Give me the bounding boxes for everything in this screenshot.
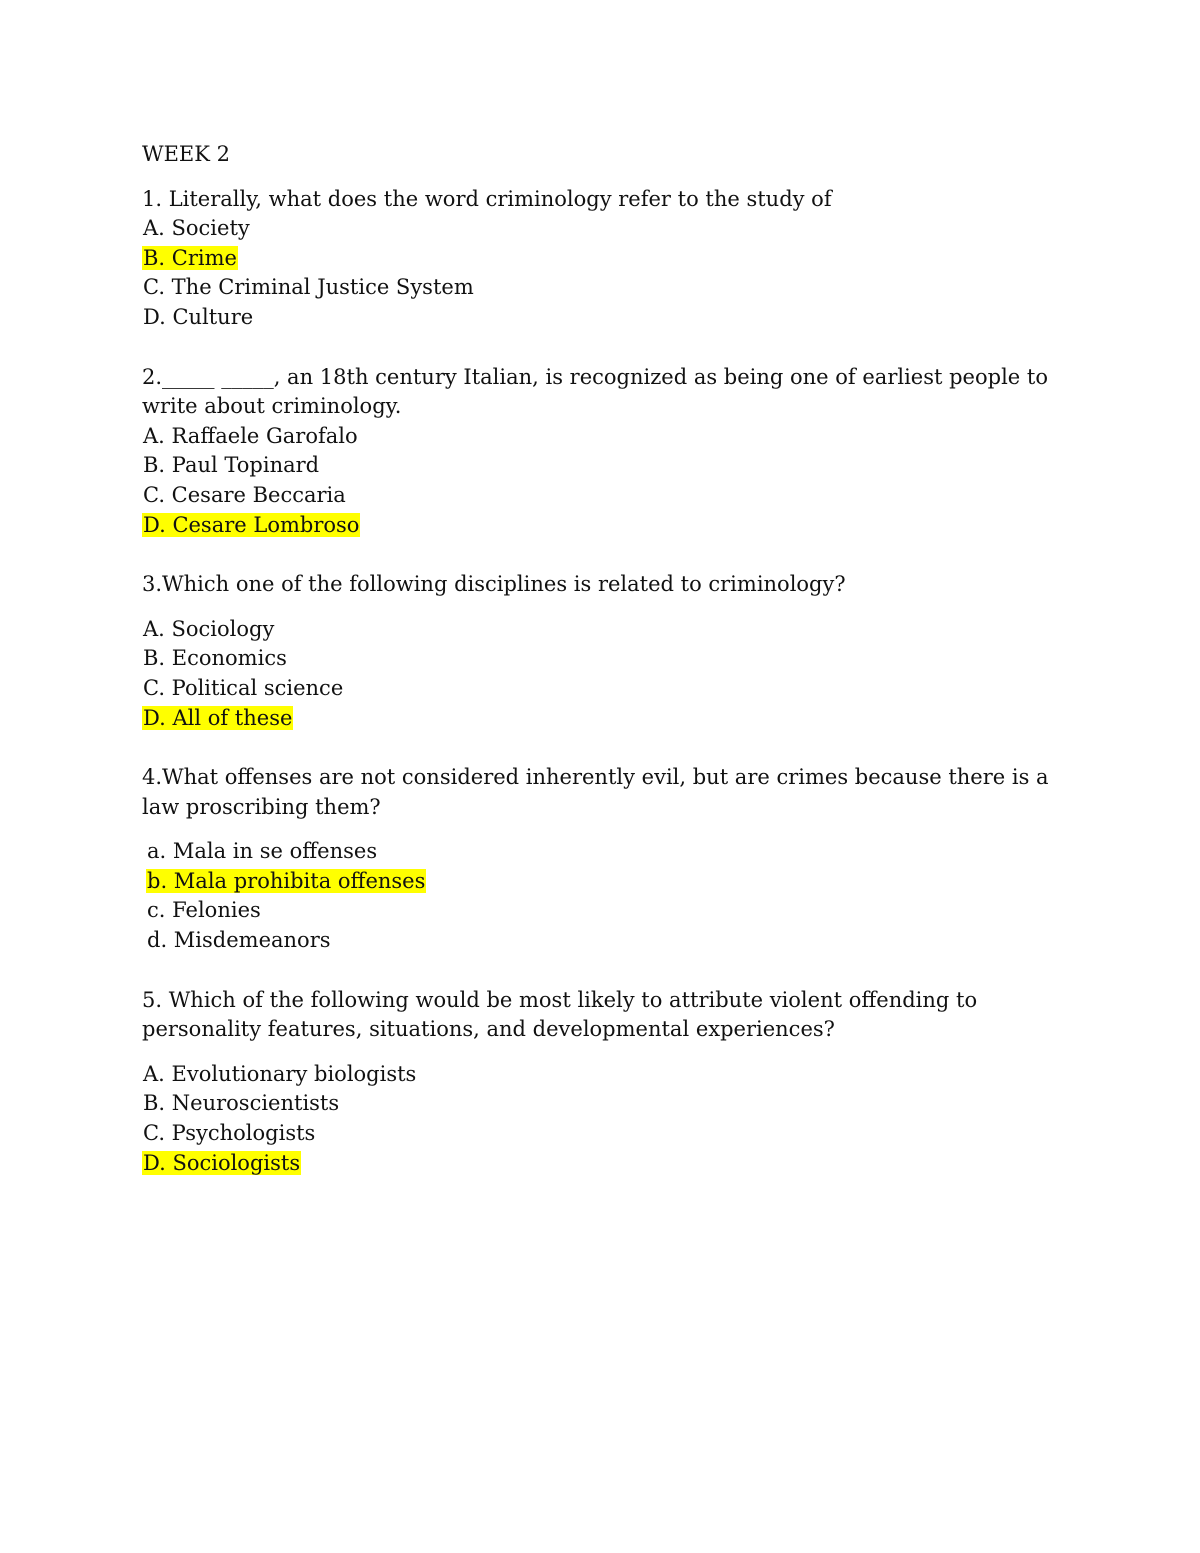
option-5b: B. Neuroscientists <box>143 1091 340 1116</box>
question-5 <box>142 986 1082 1179</box>
question-text: 5. Which of the following would be most likely to attribute violent offending to personality features, situations, and developmental experiences? <box>142 987 978 1042</box>
question-1 <box>142 185 1082 333</box>
option-4a: a. Mala in se offenses <box>147 839 378 864</box>
option-1b-answer: B. Crime <box>143 245 237 270</box>
question-text: 4.What offenses are not considered inherently evil, but are crimes because there is a law proscribing them? <box>142 765 1049 819</box>
option-4c: c. Felonies <box>147 898 261 923</box>
option-5c: C. Psychologists <box>143 1121 316 1146</box>
option-2c: C. Cesare Beccaria <box>143 482 346 507</box>
option-5d-answer: D. Sociologists <box>143 1150 301 1175</box>
option-2a: A. Raffaele Garofalo <box>143 423 358 448</box>
option-3a: A. Sociology <box>143 616 275 641</box>
question-text: 3.Which one of the following disciplines is related to criminology? <box>142 572 846 597</box>
option-4b-answer: b. Mala prohibita offenses <box>147 868 426 893</box>
option-5a: A. Evolutionary biologists <box>143 1061 417 1086</box>
page-title: WEEK 2 <box>142 142 230 166</box>
question-3 <box>142 570 1082 733</box>
question-text: 2._____ _____, an 18th century Italian, is recognized as being one of earliest people to write about criminology. <box>142 364 1048 419</box>
document-page <box>142 140 1082 1178</box>
option-4d: d. Misdemeanors <box>147 928 331 953</box>
question-4 <box>142 763 1082 956</box>
question-2 <box>142 363 1082 541</box>
option-2b: B. Paul Topinard <box>143 453 320 478</box>
option-1a: A. Society <box>143 216 250 241</box>
option-1c: C. The Criminal Justice System <box>143 275 474 300</box>
option-2d-answer: D. Cesare Lombroso <box>143 512 360 537</box>
option-3b: B. Economics <box>143 646 287 671</box>
option-3c: C. Political science <box>143 675 344 700</box>
option-3d-answer: D. All of these <box>143 705 293 730</box>
option-1d: D. Culture <box>143 304 254 329</box>
question-text: 1. Literally, what does the word criminology refer to the study of <box>142 186 832 211</box>
